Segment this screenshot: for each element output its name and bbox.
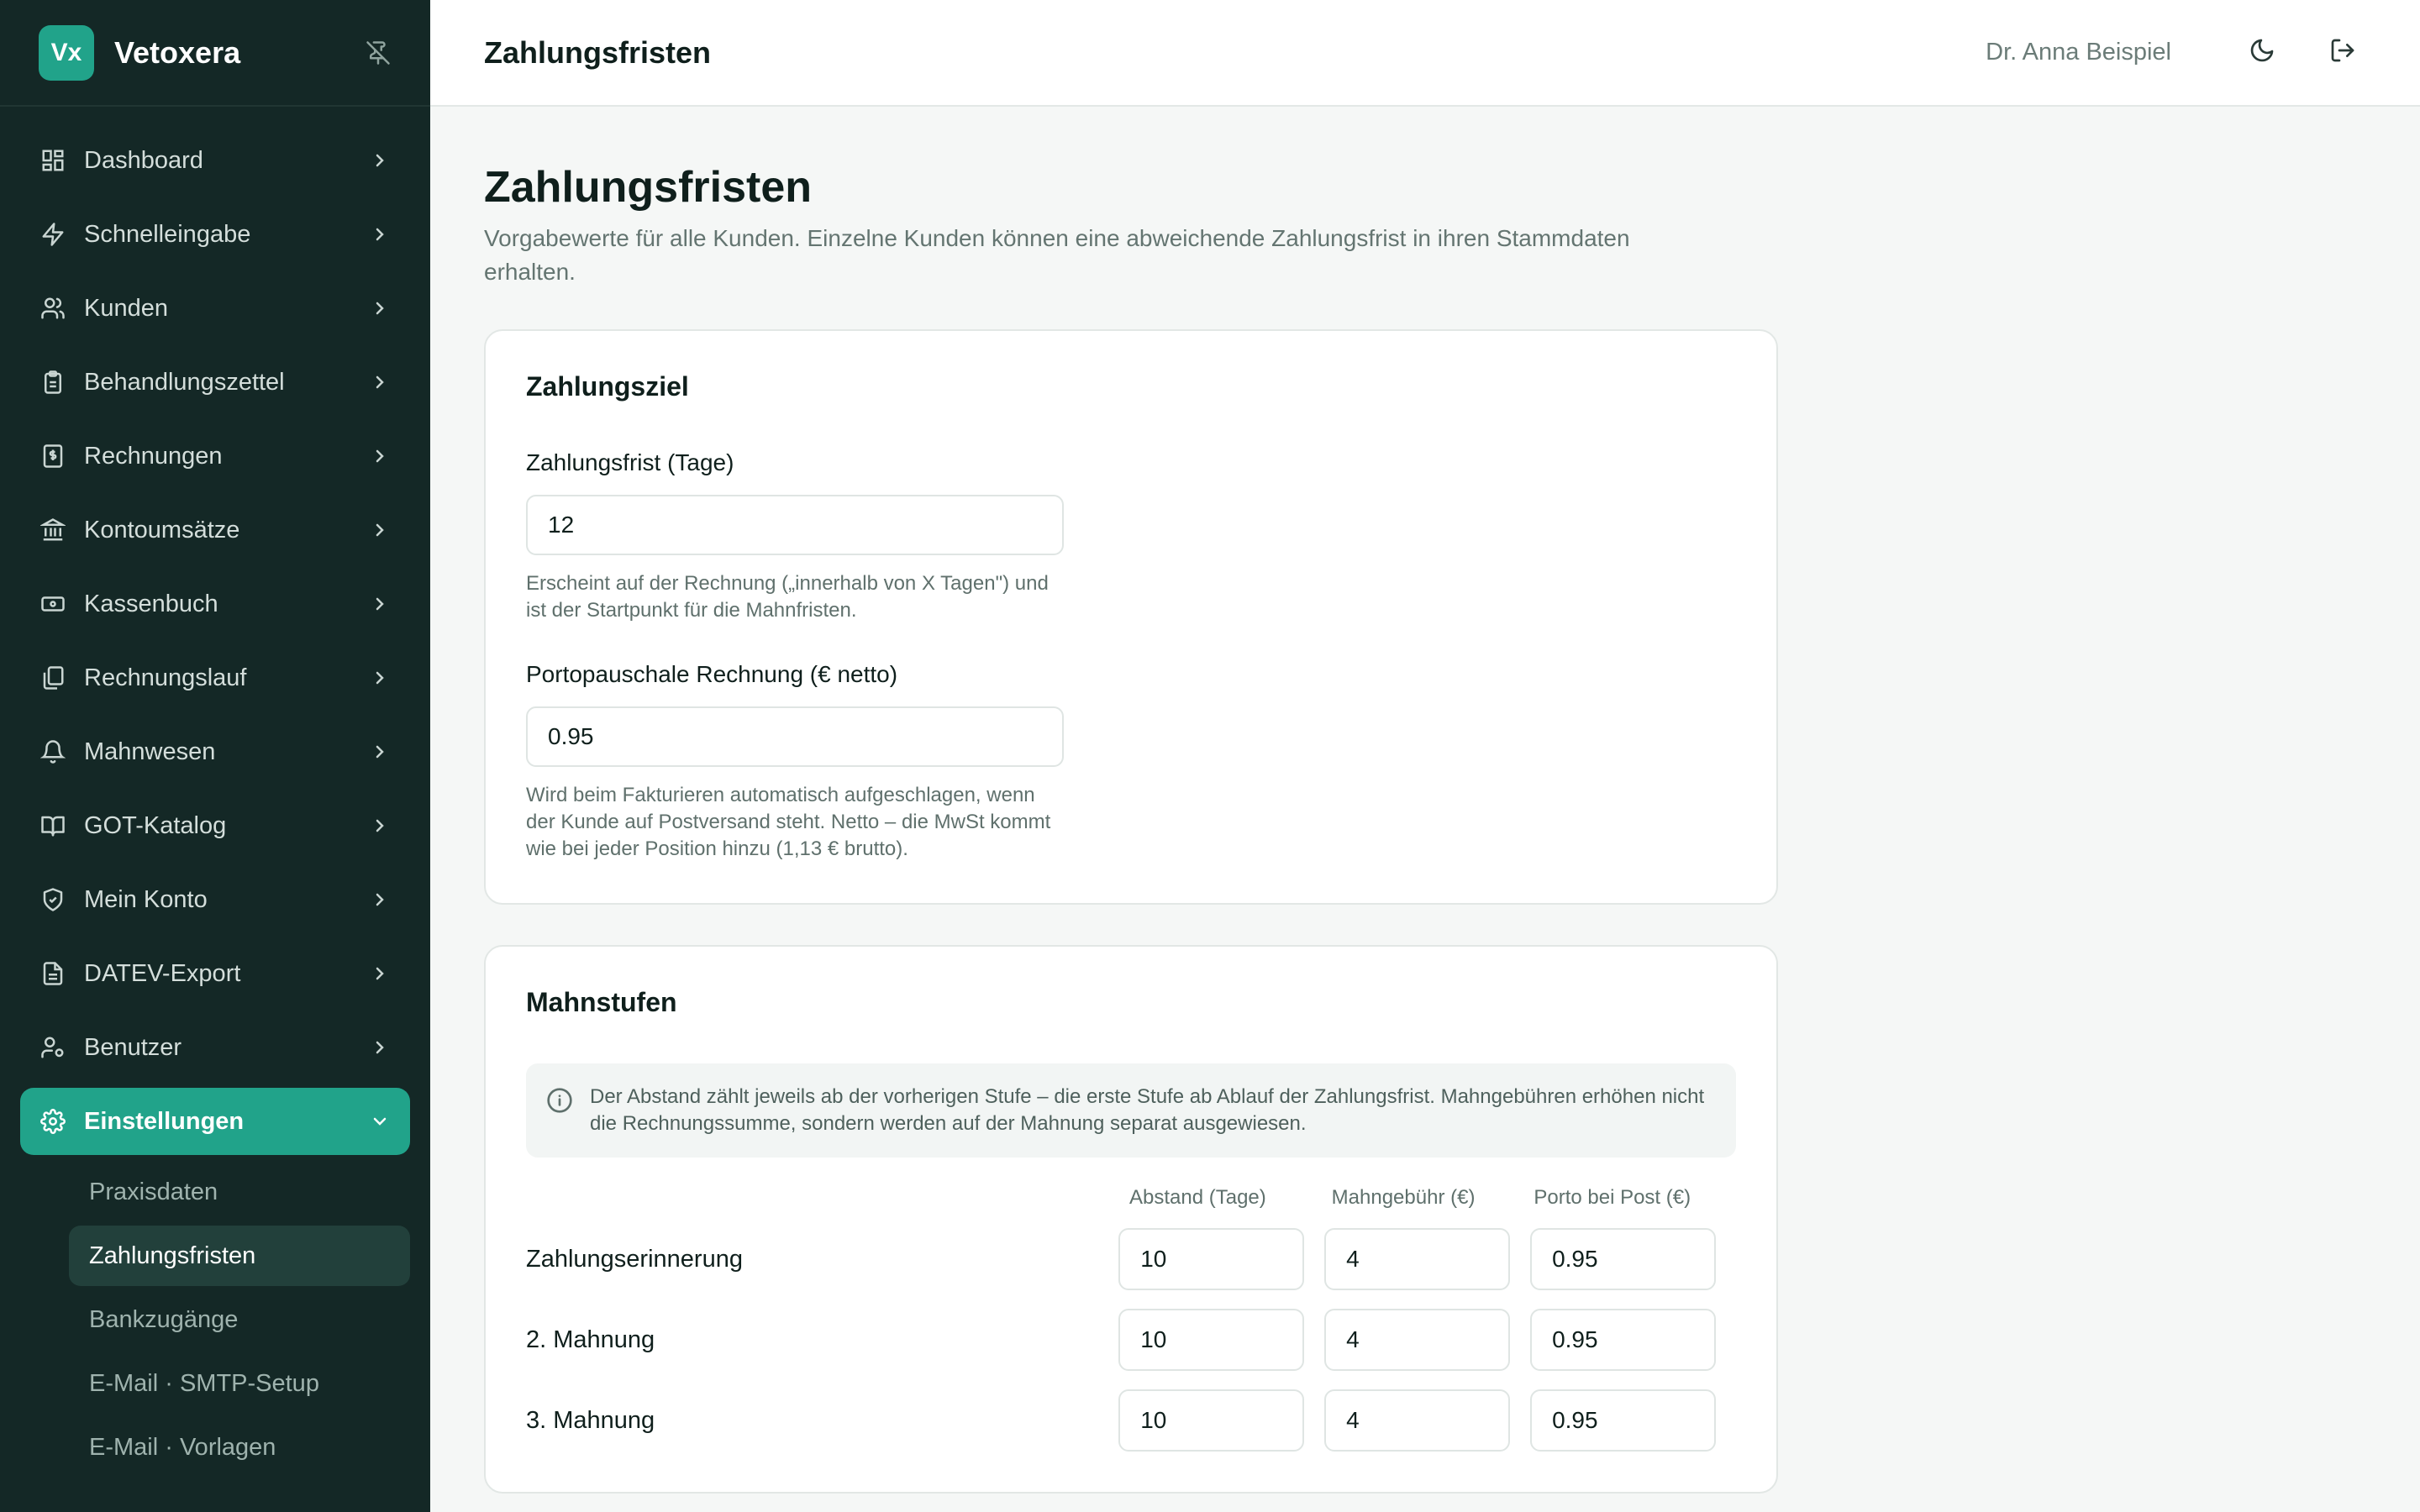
header-title: Zahlungsfristen (484, 34, 712, 70)
sidebar-item-label: Schnelleingabe (84, 220, 251, 248)
clipboard-icon (39, 368, 67, 396)
invoice-icon (39, 442, 67, 470)
app-logo: Vx (39, 25, 94, 81)
bank-icon (39, 516, 67, 544)
main-content (484, 160, 1778, 1494)
portopauschale-input[interactable]: 0.95 (526, 706, 1064, 767)
logout-icon (2329, 37, 2356, 68)
info-text: Der Abstand zählt jeweils ab der vorherigen Stufe – die erste Stufe ab Ablauf der Zahlungsfrist. Mahngebühren erhöhen nicht die Rechnungssumme, sondern werden auf der Mahnung separat ausgewiesen. (590, 1085, 1705, 1135)
sidebar-item-label: Kunden (84, 294, 168, 322)
top-header (430, 0, 2420, 107)
sidebar-nav (0, 107, 430, 1478)
chevron-down-icon (368, 1110, 392, 1133)
moon-icon (2249, 37, 2275, 68)
user-settings-icon (39, 1033, 67, 1062)
brand (0, 0, 430, 107)
sidebar-item-label: Dashboard (84, 146, 203, 174)
sidebar-item-label: Rechnungen (84, 442, 223, 470)
info-box (526, 1063, 1736, 1158)
chevron-right-icon (368, 297, 392, 320)
sidebar-item-einstellungen[interactable] (20, 1088, 410, 1155)
chevron-right-icon (368, 444, 392, 468)
portopauschale-label: Portopauschale Rechnung (€ netto) (526, 661, 898, 687)
theme-toggle-button[interactable] (2238, 29, 2286, 76)
chevron-right-icon (368, 962, 392, 985)
chevron-right-icon (368, 518, 392, 542)
lightning-icon (39, 220, 67, 249)
chevron-right-icon (368, 888, 392, 911)
zahlungsziel-card (484, 329, 1778, 905)
sidebar-item-behandlungszettel[interactable] (20, 349, 410, 416)
mahngebuehr-input[interactable]: 4 (1324, 1389, 1510, 1452)
sidebar-item-label: DATEV-Export (84, 959, 241, 987)
card-title: Mahnstufen (526, 987, 677, 1017)
abstand-input[interactable]: 10 (1118, 1309, 1304, 1371)
zahlungsfrist-label: Zahlungsfrist (Tage) (526, 449, 734, 475)
sidebar-item-kassenbuch[interactable] (20, 570, 410, 638)
chevron-right-icon (368, 1036, 392, 1059)
book-icon (39, 811, 67, 840)
abstand-input[interactable]: 10 (1118, 1389, 1304, 1452)
portopauschale-help: Wird beim Fakturieren automatisch aufgeschlagen, wenn der Kunde auf Postversand steht. Netto – die MwSt kommt wie bei jeder Position hinzu (1,13 € brutto). (526, 784, 1051, 860)
sidebar-item-label: GOT-Katalog (84, 811, 227, 839)
gear-icon (39, 1107, 67, 1136)
card-title: Zahlungsziel (526, 371, 689, 402)
sidebar-item-rechnungslauf[interactable] (20, 644, 410, 711)
sidebar-item-label: Mein Konto (84, 885, 208, 913)
logout-button[interactable] (2319, 29, 2366, 76)
user-name[interactable]: Dr. Anna Beispiel (1986, 39, 2171, 66)
column-header-porto: Porto bei Post (€) (1534, 1186, 1691, 1209)
sidebar-item-schnelleingabe[interactable] (20, 201, 410, 268)
sidebar-item-label: Mahnwesen (84, 738, 216, 765)
sidebar-item-label: Einstellungen (84, 1107, 245, 1135)
chevron-right-icon (368, 370, 392, 394)
sidebar-item-label: Rechnungslauf (84, 664, 247, 691)
pin-off-icon[interactable] (361, 36, 395, 70)
zahlungsfrist-help: Erscheint auf der Rechnung („innerhalb von X Tagen") und ist der Startpunkt für die Mahnfristen. (526, 572, 1049, 622)
sidebar-item-mein-konto[interactable] (20, 866, 410, 933)
chevron-right-icon (368, 666, 392, 690)
porto-input[interactable]: 0.95 (1530, 1389, 1716, 1452)
settings-subnav (69, 1162, 410, 1478)
sidebar-item-label: Kassenbuch (84, 590, 218, 617)
mahnstufen-column-headers (526, 1186, 1736, 1210)
mahnstufe-label: 3. Mahnung (526, 1406, 655, 1434)
page-title: Zahlungsfristen (484, 163, 813, 212)
documents-icon (39, 664, 67, 692)
sidebar-item-benutzer[interactable] (20, 1014, 410, 1081)
chevron-right-icon (368, 223, 392, 246)
sidebar-item-dashboard[interactable] (20, 127, 410, 194)
mahnstufen-card (484, 945, 1778, 1494)
app-name: Vetoxera (114, 34, 241, 70)
sidebar (0, 0, 430, 1512)
subnav-item-zahlungsfristen[interactable]: Zahlungsfristen (69, 1226, 410, 1286)
dashboard-icon (39, 146, 67, 175)
bell-icon (39, 738, 67, 766)
subnav-item-praxisdaten[interactable]: Praxisdaten (89, 1178, 218, 1205)
subnav-item-smtp-setup[interactable]: E-Mail · SMTP-Setup (89, 1369, 319, 1397)
subnav-item-email-vorlagen[interactable]: E-Mail · Vorlagen (89, 1433, 276, 1461)
mahngebuehr-input[interactable]: 4 (1324, 1228, 1510, 1290)
porto-input[interactable]: 0.95 (1530, 1309, 1716, 1371)
column-header-mahngebuehr: Mahngebühr (€) (1331, 1186, 1476, 1209)
column-header-abstand: Abstand (Tage) (1129, 1186, 1266, 1209)
sidebar-item-label: Kontoumsätze (84, 516, 240, 543)
shield-icon (39, 885, 67, 914)
chevron-right-icon (368, 740, 392, 764)
info-icon (546, 1087, 573, 1114)
chevron-right-icon (368, 592, 392, 616)
zahlungsfrist-input[interactable]: 12 (526, 495, 1064, 555)
sidebar-item-datev-export[interactable] (20, 940, 410, 1007)
sidebar-item-rechnungen[interactable] (20, 423, 410, 490)
chevron-right-icon (368, 814, 392, 837)
mahngebuehr-input[interactable]: 4 (1324, 1309, 1510, 1371)
mahnstufe-row (526, 1228, 1736, 1290)
users-icon (39, 294, 67, 323)
sidebar-item-got-katalog[interactable] (20, 792, 410, 859)
mahnstufe-row (526, 1309, 1736, 1371)
mahnstufe-row (526, 1389, 1736, 1452)
sidebar-item-kunden[interactable] (20, 275, 410, 342)
mahnstufe-label: Zahlungserinnerung (526, 1245, 743, 1273)
cash-icon (39, 590, 67, 618)
subnav-item-bankzugaenge[interactable]: Bankzugänge (89, 1305, 239, 1333)
porto-input[interactable]: 0.95 (1530, 1228, 1716, 1290)
abstand-input[interactable]: 10 (1118, 1228, 1304, 1290)
chevron-right-icon (368, 149, 392, 172)
spreadsheet-icon (39, 959, 67, 988)
mahnstufe-label: 2. Mahnung (526, 1326, 655, 1353)
page-description: Vorgabewerte für alle Kunden. Einzelne Kunden können eine abweichende Zahlungsfrist in ihren Stammdaten erhalten. (484, 225, 1630, 285)
sidebar-item-mahnwesen[interactable] (20, 718, 410, 785)
sidebar-item-label: Benutzer (84, 1033, 182, 1061)
sidebar-item-kontoumsaetze[interactable] (20, 496, 410, 564)
sidebar-item-label: Behandlungszettel (84, 368, 285, 396)
